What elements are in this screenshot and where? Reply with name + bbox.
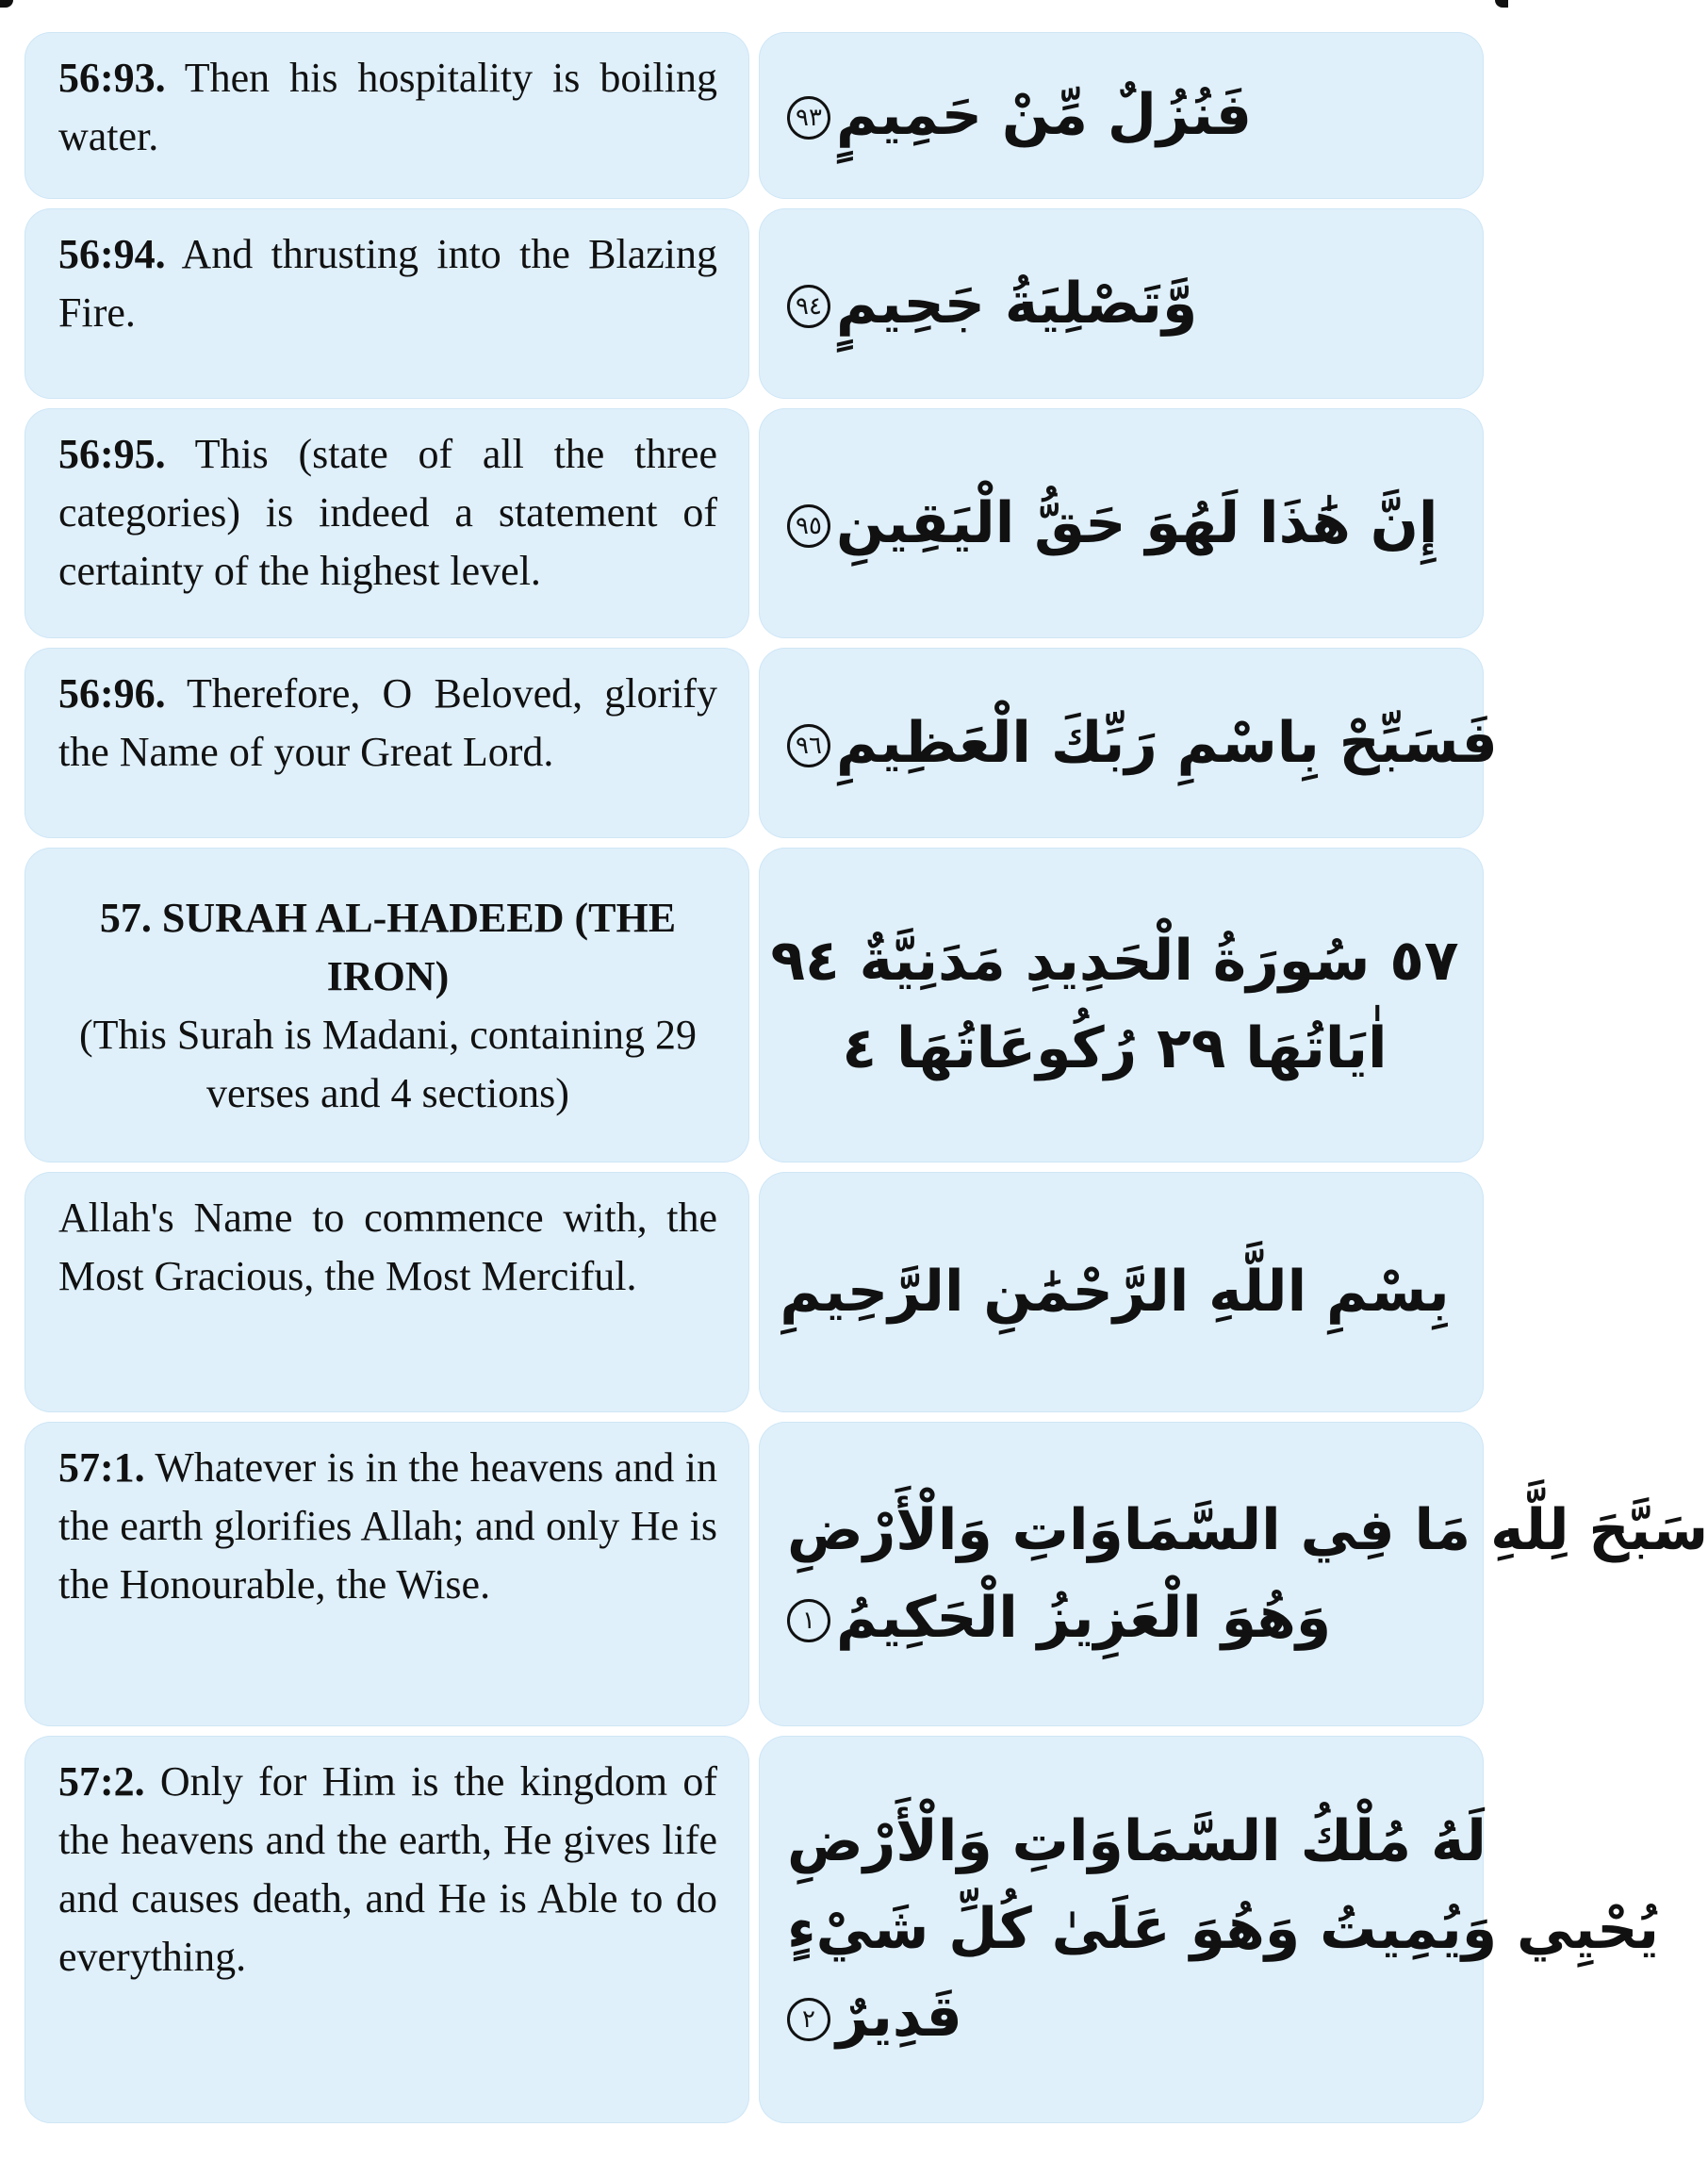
arabic-cell-57-2 [759, 1736, 1659, 2123]
arabic-text: قَدِيرٌ [836, 1984, 962, 2050]
verse-translation: Therefore, O Beloved, glorify the Name of your Great Lord. [58, 670, 717, 775]
translation-cell-56-95 [25, 408, 749, 638]
verse-number-marker: ٩٥ [787, 504, 830, 548]
basmala-arabic: بِسْمِ اللَّهِ الرَّحْمَٰنِ الرَّحِيمِ [780, 1259, 1450, 1325]
surah-arabic-line-1: ٥٧ سُورَةُ الْحَدِيدِ مَدَنِيَّةٌ ٩٤ [770, 928, 1459, 994]
verse-ref: 56:94. [58, 231, 166, 277]
arabic-text: وَّتَصْلِيَةُ جَحِيمٍ [836, 270, 1198, 337]
translation-cell-56-94 [25, 208, 749, 399]
arabic-cell-57-1 [759, 1422, 1708, 1726]
basmala-translation-cell [25, 1172, 749, 1412]
verse-ref: 57:1. [58, 1444, 145, 1491]
translation-cell-57-1 [25, 1422, 749, 1726]
corner-ornament-right [1495, 0, 1508, 8]
arabic-line: لَهُ مُلْكُ السَّمَاوَاتِ وَالْأَرْضِ [787, 1808, 1486, 1874]
arabic-text: فَسَبِّحْ بِاسْمِ رَبِّكَ الْعَظِيمِ [836, 709, 1498, 776]
translation-cell-56-93 [25, 32, 749, 199]
basmala-arabic-cell [759, 1172, 1484, 1412]
verse-number-marker: ٩٣ [787, 96, 830, 140]
verse-translation: And thrusting into the Blazing Fire. [58, 231, 717, 336]
surah-subtitle: (This Surah is Madani, containing 29 verses and 4 sections) [78, 1012, 697, 1116]
arabic-line: يُحْيِي وَيُمِيتُ وَهُوَ عَلَىٰ كُلِّ شَيْءٍ [787, 1896, 1659, 1962]
corner-ornament-left [0, 0, 13, 8]
arabic-cell-56-96 [759, 648, 1498, 838]
verse-translation: Whatever is in the heavens and in the earth glorifies Allah; and only He is the Honourable, the Wise. [58, 1444, 717, 1608]
arabic-line [787, 700, 1498, 787]
translation-cell-57-2 [25, 1736, 749, 2123]
verse-translation: This (state of all the three categories) is indeed a statement of certainty of the highest level. [58, 431, 717, 594]
basmala-translation: Allah's Name to commence with, the Most Gracious, the Most Merciful. [58, 1195, 717, 1299]
surah-header-arabic-cell [759, 848, 1484, 1162]
verse-ref: 56:96. [58, 670, 166, 717]
arabic-line [787, 1575, 1331, 1662]
arabic-line [787, 1973, 962, 2061]
verse-number-marker: ١ [787, 1599, 830, 1642]
surah-arabic-line-2: اٰيَاتُهَا ٢٩ رُكُوعَاتُهَا ٤ [842, 1015, 1388, 1081]
arabic-text: فَنُزُلٌ مِّنْ حَمِيمٍ [836, 82, 1253, 148]
arabic-line [787, 480, 1438, 568]
surah-title: 57. SURAH AL-HADEED (THE IRON) [99, 895, 677, 999]
verse-number-marker: ٩٤ [787, 285, 830, 328]
translation-cell-56-96 [25, 648, 749, 838]
verse-number-marker: ٢ [787, 1998, 830, 2041]
verse-ref: 57:2. [58, 1758, 145, 1805]
arabic-line [787, 260, 1197, 348]
translation-grid [25, 32, 1708, 2123]
verse-ref: 56:93. [58, 55, 166, 101]
arabic-text: إِنَّ هَٰذَا لَهُوَ حَقُّ الْيَقِينِ [836, 489, 1438, 556]
verse-ref: 56:95. [58, 431, 166, 477]
arabic-line: سَبَّحَ لِلَّهِ مَا فِي السَّمَاوَاتِ وَالْأَرْضِ [787, 1496, 1708, 1563]
arabic-cell-56-93 [759, 32, 1484, 199]
arabic-cell-56-95 [759, 408, 1484, 638]
surah-header-cell [25, 848, 749, 1162]
arabic-text: وَهُوَ الْعَزِيزُ الْحَكِيمُ [836, 1584, 1332, 1651]
verse-number-marker: ٩٦ [787, 724, 830, 767]
verse-translation: Then his hospitality is boiling water. [58, 55, 717, 159]
arabic-line [787, 72, 1252, 159]
verse-translation: Only for Him is the kingdom of the heavens and the earth, He gives life and causes death, and He is Able to do everything. [58, 1758, 717, 1980]
arabic-cell-56-94 [759, 208, 1484, 399]
